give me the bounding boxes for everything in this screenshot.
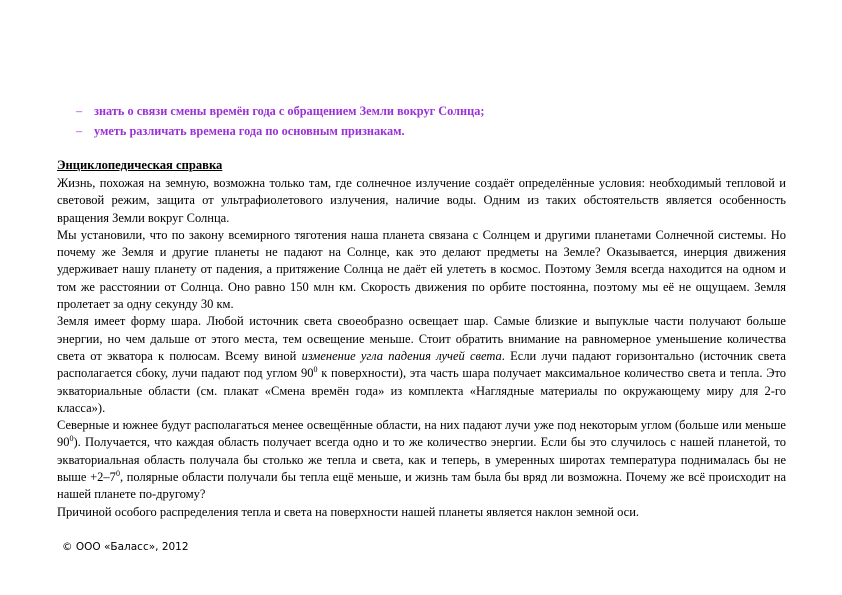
section-body bbox=[57, 175, 786, 521]
paragraph: Причиной особого распределения тепла и света на поверхности нашей планеты является наклон земной оси. bbox=[57, 504, 640, 519]
goals-list bbox=[76, 101, 776, 141]
copyright-footer: © ООО «Баласс», 2012 bbox=[62, 541, 189, 553]
goal-item bbox=[76, 121, 776, 141]
emphasis-text: изменение угла падения лучей света bbox=[301, 348, 502, 363]
section-heading: Энциклопедическая справка bbox=[57, 158, 223, 172]
paragraph-text: , полярные области получали бы тепла ещё меньше, и жизнь там была бы вряд ли возможна. Почему же всё происходит на нашей планете по-другому? bbox=[57, 470, 786, 502]
goal-text: уметь различать времена года по основным признакам. bbox=[94, 124, 405, 138]
goal-text: знать о связи смены времён года с обращением Земли вокруг Солнца; bbox=[94, 104, 485, 118]
paragraph-text: Земля имеет форму шара. Любой источник света своеобразно освещает шар. Самые близкие и выпуклые части получают больше энергии, но чем дальше от этого места, тем освещение меньше. Стоит обратить внимание на равномерное уменьшение количества света от экватора к полюсам. Всему виной bbox=[57, 314, 786, 363]
degree-superscript: 0 bbox=[313, 365, 318, 375]
degree-superscript: 0 bbox=[115, 469, 120, 479]
paragraph-text: к поверхности), эта часть шара получает максимальное количество света и тепла. Это экваториальные области (см. плакат «Смена времён года» из комплекта «Наглядные материалы по окружающему миру для 2-го класса»). bbox=[57, 366, 786, 415]
paragraph bbox=[57, 313, 786, 417]
degree-superscript: 0 bbox=[69, 434, 74, 444]
paragraph bbox=[57, 417, 786, 503]
paragraph-text: Северные и южнее будут располагаться менее освещённые области, на них падают лучи уже под некоторым углом (больше или меньше 90 bbox=[57, 418, 786, 450]
paragraph-text: . Если лучи падают горизонтально (источник света располагается сбоку, лучи падают под углом 90 bbox=[57, 348, 786, 381]
list-dash: – bbox=[76, 124, 83, 138]
list-dash: – bbox=[76, 104, 83, 118]
paragraph: Мы установили, что по закону всемирного тяготения наша планета связана с Солнцем и другими планетами Солнечной системы. Но почему же Земля и другие планеты не падают на Солнце, как это делают предметы на Земле? Оказывается, инерция движения удерживает нашу планету от падения, а притяжение Солнца не даёт ей улететь в космос. Поэтому Земля всегда находится на одном и том же расстоянии от Солнца. Оно равно 150 млн км. Скорость движения по орбите постоянна, поэтому мы её не ощущаем. Земля пролетает за одну секунду 30 км. bbox=[57, 227, 786, 312]
paragraph: Жизнь, похожая на земную, возможна только там, где солнечное излучение создаёт определённые условия: необходимый тепловой и световой режим, защита от ультрафиолетового излучения, наличие воды. Одним из таких обстоятельств является особенность вращения Земли вокруг Солнца. bbox=[57, 176, 786, 225]
goal-item bbox=[76, 101, 776, 121]
paragraph-text: ). Получается, что каждая область получает всегда одно и то же количество энергии. Если бы это случилось с нашей планетой, то экваториальная область получала бы столько же тепла и света, как и теперь, в умеренных широтах температура поднималась бы не выше +2–7 bbox=[57, 435, 786, 485]
